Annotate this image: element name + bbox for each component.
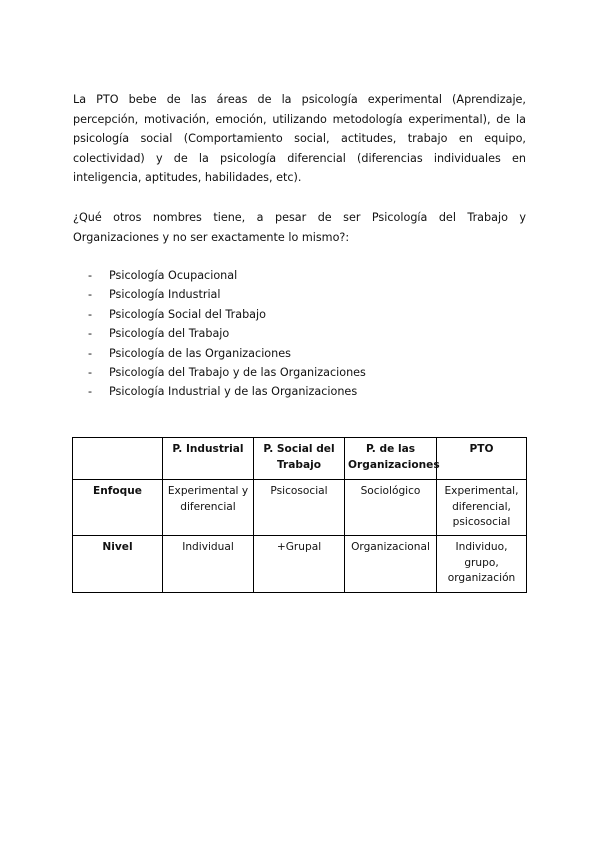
table-header-row (73, 438, 527, 480)
table-row-nivel (73, 536, 527, 593)
table-cell: Individual (163, 536, 254, 593)
table-cell: +Grupal (254, 536, 345, 593)
list-bullet: - (88, 307, 93, 321)
list-item-text: Psicología del Trabajo y de las Organizaciones (109, 365, 366, 379)
list-item-text: Psicología Social del Trabajo (109, 307, 266, 321)
table-cell: Organizacional (345, 536, 437, 593)
comparison-table (72, 437, 527, 593)
table-row-enfoque (73, 480, 527, 536)
list-item-text: Psicología Ocupacional (109, 269, 238, 282)
header-social: P. Social del Trabajo (254, 438, 345, 480)
row-label-nivel: Nivel (73, 536, 163, 593)
table-cell: Experimental y diferencial (163, 480, 254, 536)
list-item-text: Psicología del Trabajo (109, 327, 230, 341)
table-cell: Sociológico (345, 480, 437, 536)
list-item-text: Psicología de las Organizaciones (109, 346, 291, 360)
intro-paragraph: La PTO bebe de las áreas de la psicología experimental (Aprendizaje, percepción, motivación, emoción, utilizando metodología experimental), de la psicología social (Comportamiento social, actitudes, trabajo en equipo, colectividad) y de la psicología diferencial (diferencias individuales en inteligencia, aptitudes, habilidades, etc). (73, 93, 526, 184)
table-cell: Experimental, diferencial, psicosocial (437, 480, 527, 536)
list-bullet: - (88, 385, 93, 399)
header-organizaciones: P. de las Organizaciones (345, 438, 437, 480)
header-empty-cell (73, 438, 163, 480)
list-bullet: - (88, 269, 93, 282)
list-bullet: - (88, 365, 93, 379)
list-bullet: - (88, 327, 93, 341)
table-cell: Individuo, grupo, organización (437, 536, 527, 593)
list-bullet: - (88, 288, 93, 302)
question-paragraph: ¿Qué otros nombres tiene, a pesar de ser Psicología del Trabajo y Organizaciones y no ser exactamente lo mismo?: (73, 211, 526, 244)
header-pto: PTO (437, 438, 527, 480)
table-cell: Psicosocial (254, 480, 345, 536)
list-bullet: - (88, 346, 93, 360)
row-label-enfoque: Enfoque (73, 480, 163, 536)
list-item-text: Psicología Industrial y de las Organizaciones (109, 385, 358, 399)
header-industrial: P. Industrial (163, 438, 254, 480)
list-item-text: Psicología Industrial (109, 288, 221, 302)
